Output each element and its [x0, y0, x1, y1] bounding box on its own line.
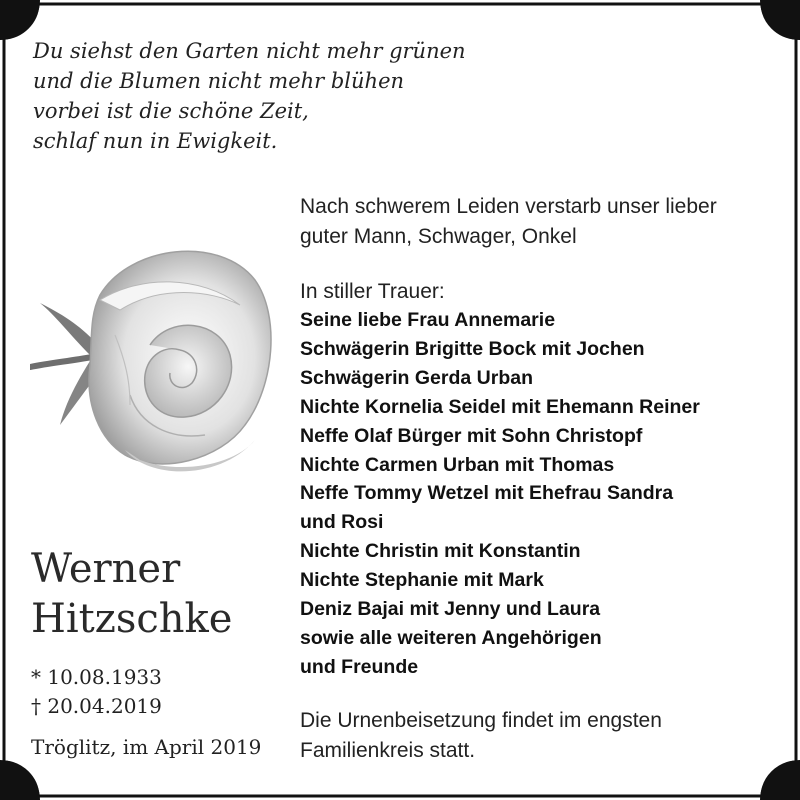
mourner-entry: Schwägerin Brigitte Bock mit Jochen: [300, 337, 645, 360]
poem: [33, 36, 466, 156]
rose-image: [30, 235, 290, 495]
burial-note-line: Die Urnenbeisetzung findet im engsten: [300, 709, 662, 732]
deceased-first-name: Werner: [31, 546, 181, 592]
intro-line: guter Mann, Schwager, Onkel: [300, 225, 577, 248]
mourner-entry: Seine liebe Frau Annemarie: [300, 309, 556, 331]
mourner-entry: Neffe Olaf Bürger mit Sohn Christopf: [300, 424, 643, 447]
life-dates: [31, 663, 162, 721]
mourner-entry: Neffe Tommy Wetzel mit Ehefrau Sandra: [300, 482, 674, 505]
mourner-entry: Schwägerin Gerda Urban: [300, 366, 533, 389]
mourner-entry: und Freunde: [300, 655, 419, 678]
mourner-entry: Nichte Carmen Urban mit Thomas: [300, 453, 615, 476]
poem-line: schlaf nun in Ewigkeit.: [33, 129, 278, 153]
deceased-last-name: Hitzschke: [31, 596, 233, 642]
mourner-entry: sowie alle weiteren Angehörigen: [300, 626, 602, 649]
mourner-entry: Deniz Bajai mit Jenny und Laura: [300, 598, 601, 621]
intro-text: [300, 192, 717, 252]
intro-line: Nach schwerem Leiden verstarb unser lieber: [300, 195, 717, 218]
burial-note: [300, 706, 662, 766]
poem-line: Du siehst den Garten nicht mehr grünen: [33, 39, 466, 63]
mourner-entry: Nichte Christin mit Konstantin: [300, 540, 581, 563]
deceased-name: [31, 544, 232, 644]
mourner-entry: und Rosi: [300, 511, 384, 534]
burial-note-line: Familienkreis statt.: [300, 739, 476, 762]
mourners-list: [300, 306, 700, 682]
death-date: † 20.04.2019: [31, 694, 162, 718]
mourner-entry: Nichte Stephanie mit Mark: [300, 569, 544, 592]
mourners-heading: In stiller Trauer:: [300, 280, 445, 303]
mourner-entry: Nichte Kornelia Seidel mit Ehemann Reiner: [300, 395, 700, 418]
birth-date: * 10.08.1933: [31, 665, 162, 689]
poem-line: und die Blumen nicht mehr blühen: [33, 69, 405, 93]
place-and-date: Tröglitz, im April 2019: [31, 735, 262, 759]
poem-line: vorbei ist die schöne Zeit,: [33, 99, 309, 123]
